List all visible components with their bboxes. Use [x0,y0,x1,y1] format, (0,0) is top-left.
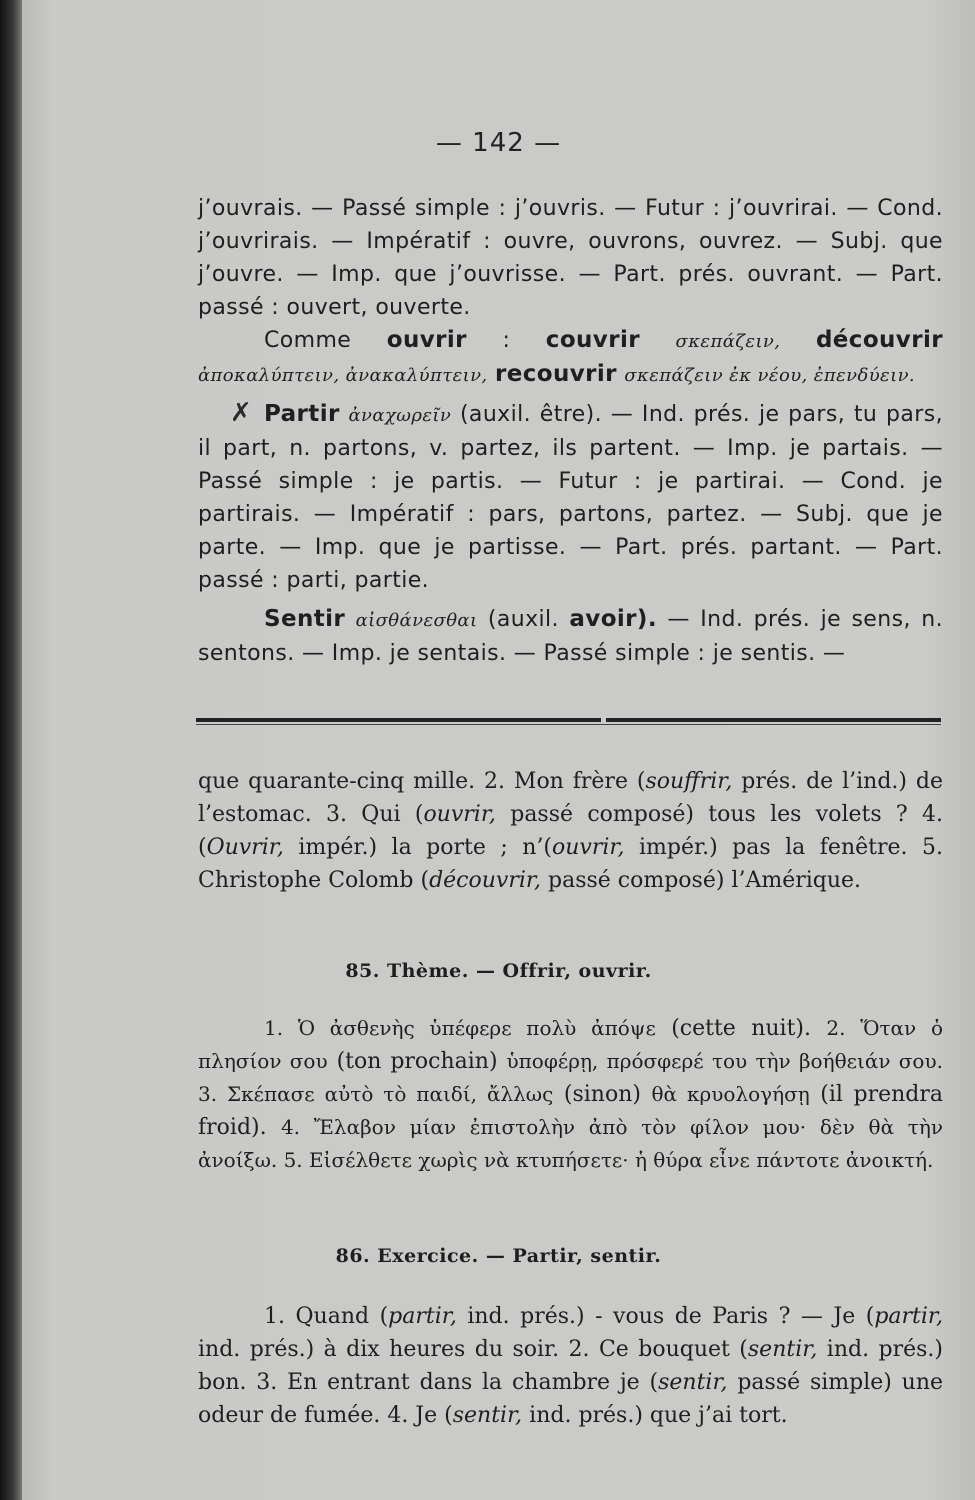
greek-partir: ἀναχωρεῖν [348,405,452,426]
greek-run: ὑποφέρῃ, πρόσφερέ του τὴν βοήθειάν σου. 3. Σκέπασε αὐτὸ τὸ παιδί, ἄλλως [198,1049,943,1106]
book-spine-shadow [0,0,22,1500]
sentir-paragraph [198,603,943,670]
text-run: passé composé) l’Amérique. [541,868,862,893]
divider-right [606,718,941,722]
greek-sentir: αἰσθάνεσθαι [355,610,478,631]
text-run: passé simple) une odeur de fumée. 4. Je ( [198,1370,944,1428]
divider-thin [196,724,941,725]
exercise-86-text [198,1300,943,1432]
greek-recouvrir: σκεπάζειν ἐκ νέου, ἐπενδύειν. [624,365,916,386]
theme-85-text [198,1012,943,1177]
sentir-auxil: (auxil. [487,607,559,632]
text-run: impér.) pas la fenêtre. 5. Christophe Colomb ( [198,835,943,893]
sentir-avoir: avoir). [569,606,657,632]
french-run: (cette nuit). [655,1016,827,1041]
greek-run: 2. Ὅταν ὁ πλησίον σου [198,1016,943,1073]
text-run: ind. prés.) que j’ai tort. [522,1403,788,1428]
italic-verb: souffrir, [645,769,733,794]
ouvrir-conjugation: j’ouvrais. — Passé simple : j’ouvris. — Futur : j’ouvrirai. — Cond. j’ouvrirais. — Impératif : ouvre, ouvrons, ouvrez. — Subj. que j’ouvre. — Imp. que j’ouvrisse. — Part. prés. ouvrant. — Part. passé : ouvert, ouverte. [198,196,943,320]
verb-ouvrir: ouvrir [386,327,467,353]
comme-prefix: Comme [264,328,352,353]
text-run: 1. Quand ( [264,1304,389,1329]
conjugation-section [198,192,943,670]
greek-run: 1. Ὁ ἀσθενὴς ὑπέφερε πολὺ ἀπόψε [264,1016,656,1040]
section-divider [196,718,941,726]
comme-ouvrir-paragraph: Comme ouvrir : couvrir σκεπάζειν, découvrir ἀποκαλύπτειν, ἀνακαλύπτειν, recouvrir σκεπάζειν ἐκ νέου, ἐπενδύειν. [198,327,943,387]
exercise-continuation-text [198,765,943,897]
section-86-body [198,1300,943,1432]
text-run: que quarante-cinq mille. 2. Mon frère ( [198,769,646,794]
partir-conjugation: (auxil. être). — Ind. prés. je pars, tu pars, il part, n. partons, v. partez, ils partent. — Imp. je partais. — Passé simple : je partis. — Futur : je partirai. — Cond. je partirais. — Impératif : pars, partons, partez. — Subj. que je parte. — Imp. que je partisse. — Part. prés. partant. — Part. passé : parti, partie. [198,402,943,593]
italic-verb: partir, [874,1304,943,1329]
verb-partir: Partir [264,401,340,427]
italic-verb: sentir, [452,1403,523,1428]
verb-couvrir: couvrir [545,327,640,353]
section-85-body [198,1012,943,1177]
book-page [22,0,975,1500]
greek-run: 4. Ἔλαβον μίαν ἐπιστολὴν ἀπὸ τὸν φίλον μου· δὲν θὰ τὴν ἀνοίξω. 5. Εἰσέλθετε χωρὶς νὰ κτυπήσετε· ἡ θύρα εἶνε πάντοτε ἀνοικτή. [198,1115,943,1172]
section-85-title: 85. Thème. — Offrir, ouvrir. [345,960,652,982]
verb-sentir: Sentir [264,606,346,632]
french-run: (sinon) [553,1082,652,1107]
handwritten-cross-mark: ✗ [230,398,252,428]
text-run: impér.) la porte ; n’( [283,835,553,860]
italic-verb: découvrir, [429,868,541,893]
french-run: (ton prochain) [327,1049,507,1074]
french-run: (il prendra froid). [198,1082,944,1140]
italic-verb: partir, [388,1304,457,1329]
page-number: — 142 — [435,128,562,158]
verb-decouvrir: découvrir [815,327,943,353]
sentir-conjugation: — Ind. prés. je sens, n. sentons. — Imp. je sentais. — Passé simple : je sentis. — [198,607,944,666]
partir-paragraph [198,398,943,597]
text-run: prés. de l’ind.) de l’estomac. 3. Qui ( [198,769,943,827]
exercise-continuation [198,765,943,897]
verb-recouvrir: recouvrir [494,361,617,387]
text-run: ind. prés.) bon. 3. En entrant dans la chambre je ( [198,1337,943,1395]
italic-verb: ouvrir, [552,835,625,860]
text-run: ind. prés.) - vous de Paris ? — Je ( [456,1304,875,1329]
greek-run: θὰ κρυολογήσῃ [651,1082,810,1106]
italic-verb: sentir, [747,1337,818,1362]
italic-verb: ouvrir, [423,802,496,827]
text-run: passé composé) tous les volets ? 4. ( [198,802,944,860]
greek-couvrir: σκεπάζειν, [675,331,781,352]
italic-verb: Ouvrir, [206,835,284,860]
greek-decouvrir: ἀποκαλύπτειν, ἀνακαλύπτειν, [198,365,488,386]
italic-verb: sentir, [658,1370,728,1395]
divider-left [196,718,601,722]
section-86-title: 86. Exercice. — Partir, sentir. [335,1245,662,1267]
text-run: ind. prés.) à dix heures du soir. 2. Ce bouquet ( [198,1337,748,1362]
